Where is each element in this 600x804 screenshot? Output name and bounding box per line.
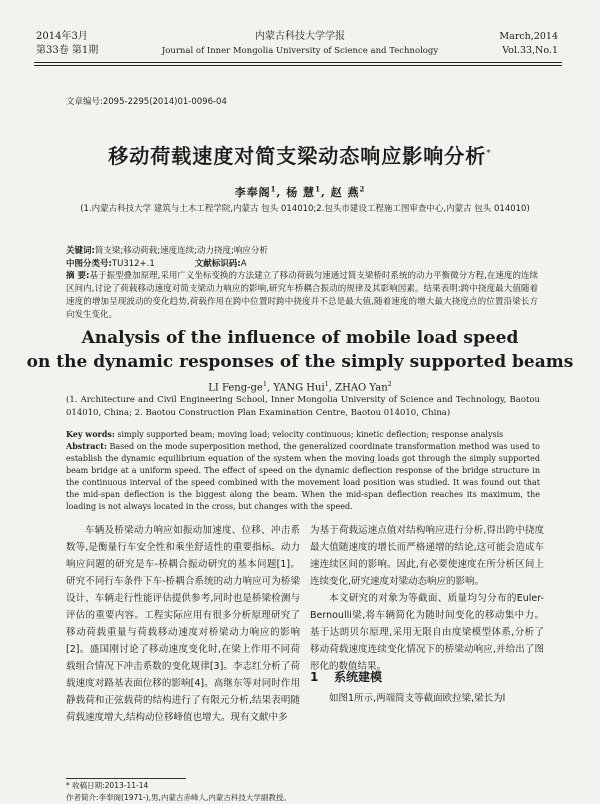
author-affil-mark: 1 [262,380,267,388]
footnote-author-bio: 作者简介:李奉阁(1971-),男,内蒙古赤峰人,内蒙古科技大学副教授。 [66,793,291,802]
clc-label: 中图分类号: [66,259,112,269]
author-name: 杨 慧 [286,186,316,199]
doc-code-label: 文献标识码: [194,259,241,269]
body-column-right [310,522,544,675]
journal-date-issue-en [499,30,558,58]
author-separator: , [266,382,274,394]
section-title: 系统建模 [334,670,383,684]
page-title [0,140,600,169]
journal-name-cn: 内蒙古科技大学学报 [255,31,345,42]
journal-date: 2014年3月 [36,31,88,42]
body-column-left [66,522,300,726]
abstract-text: 基于振型叠加原理,采用广义坐标变换的方法建立了移动荷载匀速通过简支梁桥时系统的动力平衡微分方程,在速度的连续区间内,讨论了荷载移动速度对简支梁动力响应的影响,研究车桥耦合振动的规律及其影响因素。结果表明:跨中挠度最大值随着速度的增加呈现波动的变化趋势,荷载作用在跨中位置时跨中挠度并不总是最大值,随着速度的增大最大挠度点的位置沿梁长方向发生变化。 [66,271,539,320]
title-en-line1: Analysis of the influence of mobile load speed [81,328,519,348]
body-paragraph: 车辆及桥梁动力响应如振动加速度、位移、冲击系数等,是衡量行车安全性和乘坐舒适性的重要指标。动力响应问题的研究是车-桥耦合振动研究的基本问题[1]。研究不同行车条件下车-桥耦合系统的动力响应可为桥梁设计、车辆走行性能评估提供参考,同时也是桥梁检测与评估的重要内容。工程实际应用有很多分析原理研究了移动荷载重量与荷载移动速度对桥梁动力响应的影响[2]。盛国刚讨论了移动速度变化时,在梁上作用不同荷载组合情况下冲击系数的变化规律[3]。李志红分析了荷载速度对路基表面位移的影响[4]。高继东等对同时作用静载荷和正弦载荷的结构进行了有限元分析,结果表明随荷载速度增大,结构动位移峰值也增大。现有文献中多 [66,525,300,723]
title-en-line2: on the dynamic responses of the simply supported beams [26,352,574,372]
keywords-cn [66,244,268,256]
title-cn-text: 移动荷载速度对简支梁动态响应影响分析 [108,144,487,168]
keywords-text: 简支梁;移动荷载;速度连续;动力挠度;响应分析 [94,246,268,256]
author-separator: , [320,186,331,199]
affiliation-en: (1. Architecture and Civil Engineering School, Inner Mongolia University of Science and Technology, Baotou 014010, China; 2. Baotou Construction Plan Examination Centre, Baotou 014010, China) [66,395,540,418]
clc-code: TU312+.1 [111,259,155,269]
author-name: ZHAO Yan [335,382,388,394]
abstract-label: 摘 要: [66,271,90,281]
author-affil-mark: 2 [387,380,392,388]
body-column-right-continued [310,690,544,707]
author-list-cn [0,184,600,200]
journal-volume: 第33卷 第1期 [36,45,99,56]
body-paragraph: 本文研究的对象为等截面、质量均匀分布的Euler-Bernoulli梁,将车辆简化为随时间变化的移动集中力。基于达朗贝尔原理,采用无限自由度梁模型体系,分析了移动荷载速度连续变化情况下的桥梁动响应,并给出了图形化的数值结果。 [310,593,544,672]
abstract-en-label: Abstract: [66,441,107,451]
body-paragraph: 如图1所示,两端简支等截面欧拉梁,梁长为l [329,693,506,704]
article-number: 文章编号:2095-2295(2014)01-0096-04 [66,97,227,107]
author-affil-mark: 2 [359,184,366,194]
journal-date-en: March,2014 [499,31,558,42]
keywords-en-label: Key words: [66,429,115,439]
title-en [0,326,600,374]
section-heading [310,668,382,685]
header-rule-thin [34,65,562,66]
abstract-en-text: Based on the mode superposition method, the generalized coordinate transformation method was used to establish the dynamic equilibrium equation of the system when the moving loads got through the simply supported beam bridge at a uniform speed. The effect of speed on the dynamic deflection response of the bridge structure in the continuous interval of the speed combined with the movement load position was studied. It was found out that the mid-span deflection is the biggest along the beam. When the mid-span deflection reaches its maximum, the loading is not always located in the cross, but changes with the speed. [66,442,540,511]
author-affil-mark: 1 [324,380,329,388]
author-affil-mark: 1 [315,184,321,194]
journal-volume-en: Vol.33,No.1 [502,45,558,56]
footnote-rule [66,778,186,779]
journal-name [150,30,450,58]
keywords-en-text: simply supported beam; moving load; velocity continuous; kinetic deflection; response analysis [117,430,504,439]
journal-name-en: Journal of Inner Mongolia University of Science and Technology [161,46,439,56]
author-name: 李奉阁 [234,186,271,199]
author-name: LI Feng-ge [208,382,263,394]
journal-date-issue [36,30,98,58]
title-footnote-mark: * [486,148,492,159]
author-separator: , [328,382,336,394]
classification-line [66,257,247,269]
body-paragraph: 为基于荷载运速点值对结构响应进行分析,得出跨中挠度最大值随速度的增长而严格递增的结论,这可能会造成车速连续区间的影响。因此,有必要使速度在所分析区间上连续变化,研究速度对梁动态响应的影响。 [310,525,544,587]
abstract-en [66,440,540,513]
author-separator: , [276,186,287,199]
author-name: 赵 燕 [330,186,360,199]
affiliation-cn: (1.内蒙古科技大学 建筑与土木工程学院,内蒙古 包头 014010;2.包头市建设工程施工图审查中心,内蒙古 包头 014010) [80,204,530,214]
author-list-en [0,380,600,393]
doc-code: A [240,259,247,269]
abstract-cn [66,270,538,322]
keywords-label: 关键词: [66,246,95,256]
footnote-received: * 收稿日期:2013-11-14 [66,781,149,790]
author-affil-mark: 1 [270,184,277,194]
header-rule-thick [34,62,562,63]
author-name: YANG Hui [273,382,325,394]
section-number: 1 [310,670,319,684]
